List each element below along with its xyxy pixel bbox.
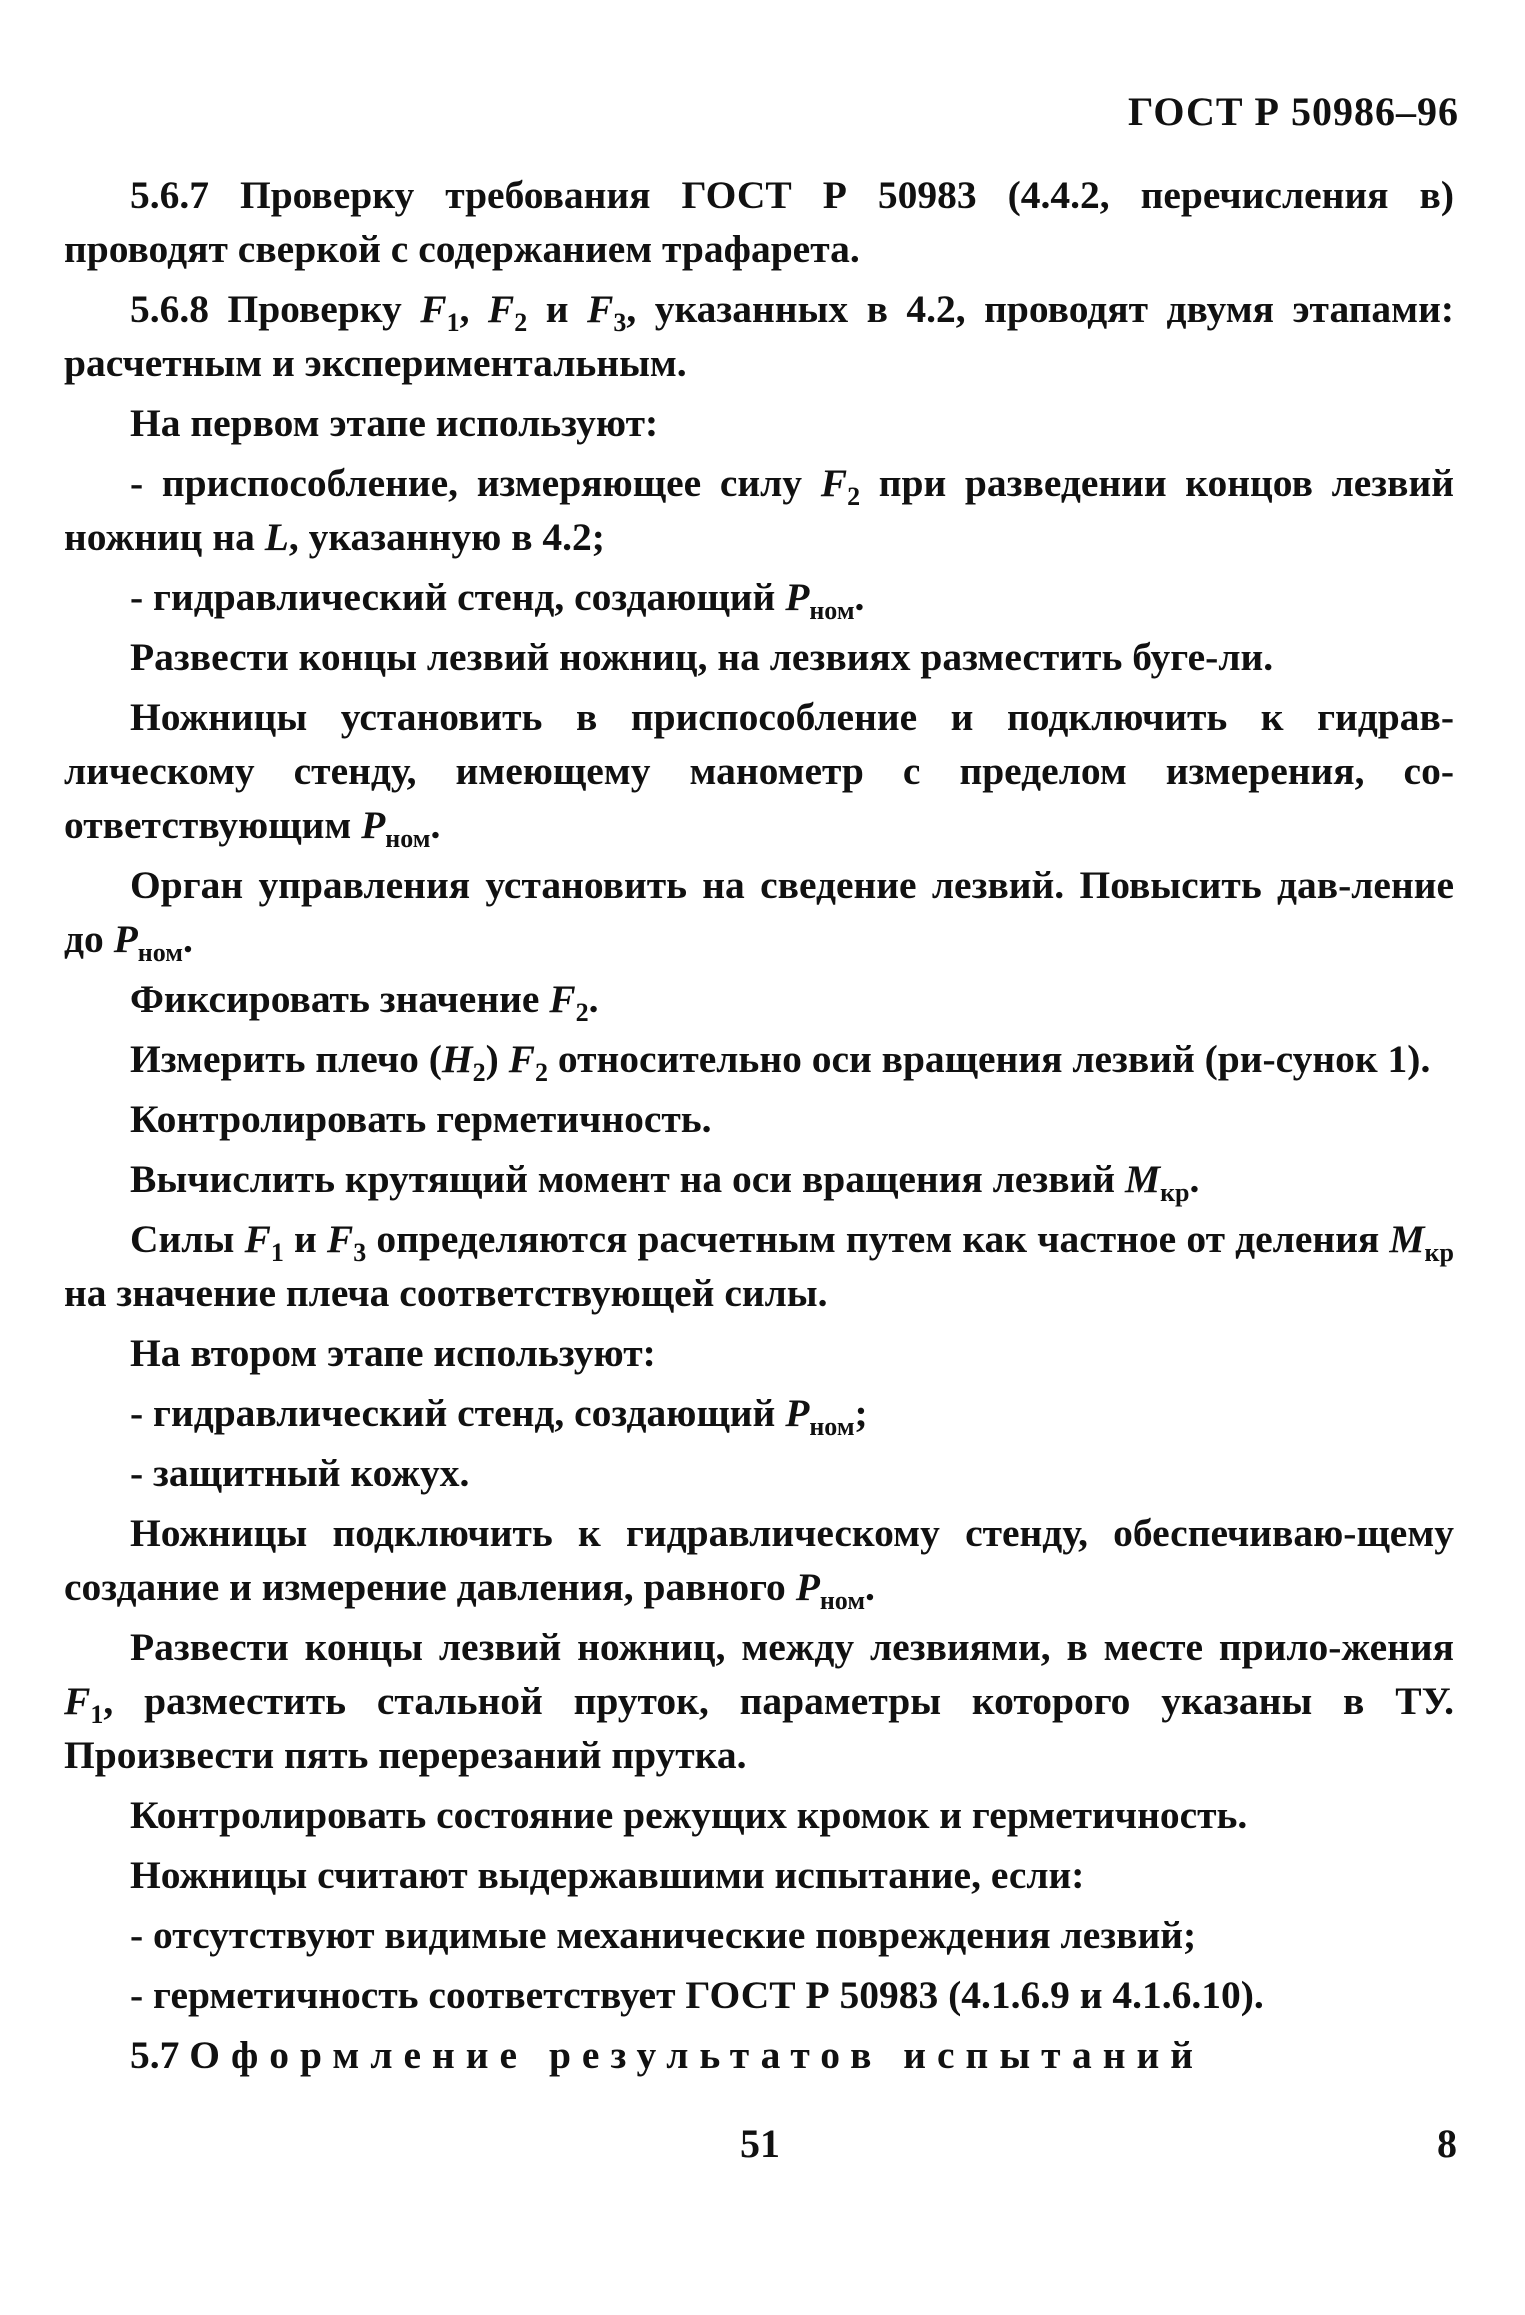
paragraph-measure-arm: Измерить плечо $(H_2)$ $F_2$ относительно оси вращения лезвий (ри-сунок 1). — [130, 1037, 1431, 1088]
list-item-hydraulic-stand: - гидравлический стенд, создающий $P_{ном}$. — [130, 575, 865, 626]
paragraph-control-organ: Орган управления установить на сведение лезвий. Повысить дав-ление до $P_{ном}$. — [64, 863, 1454, 968]
paragraph-connect-stand: Ножницы подключить к гидравлическому стенду, обеспечиваю-щему создание и измерение давления, равного $P_{ном}$. — [64, 1511, 1454, 1616]
page-number: 51 — [740, 2121, 780, 2166]
list-item-protective-cover: - защитный кожух. — [130, 1451, 470, 1495]
paragraph-forces: Силы $F_1$ и $F_3$ определяются расчетным путем как частное от деления $M_{кр}$ на значение плеча соответствующей силы. — [64, 1217, 1454, 1315]
paragraph-install-scissors: Ножницы установить в приспособление и подключить к гидрав-лическому стенду, имеющему манометр с пределом измерения, со-ответствующим $P_{ном}$. — [64, 695, 1454, 854]
paragraph-fix-value: Фиксировать значение $F_2$. — [130, 977, 599, 1028]
paragraph-torque: Вычислить крутящий момент на оси вращения лезвий $M_{кр}$. — [130, 1157, 1200, 1208]
list-item-hydraulic-stand-2: - гидравлический стенд, создающий $P_{ном}$; — [130, 1391, 868, 1442]
sheet-number: 8 — [1437, 2121, 1457, 2166]
paragraph-check-tightness: Контролировать герметичность. — [130, 1097, 712, 1141]
paragraph-5-6-8: 5.6.8 Проверку $F_1$, $F_2$ и $F_3$, указанных в 4.2, проводят двумя этапами: расчетным и экспериментальным. — [64, 287, 1455, 385]
paragraph-check-edges: Контролировать состояние режущих кромок и герметичность. — [130, 1793, 1248, 1837]
paragraph-stage-two: На втором этапе используют: — [130, 1331, 656, 1375]
section-heading-5-7: 5.7 Оформление результатов испытаний — [130, 2033, 1205, 2077]
paragraph-stage-one: На первом этапе используют: — [130, 401, 659, 445]
page-body — [64, 168, 1454, 2088]
list-item-tightness-ok: - герметичность соответствует ГОСТ Р 50983 (4.1.6.9 и 4.1.6.10). — [130, 1973, 1264, 2017]
paragraph-spread-blades: Развести концы лезвий ножниц, на лезвиях разместить буге-ли. — [130, 635, 1274, 679]
list-item-no-damage: - отсутствуют видимые механические повреждения лезвий; — [130, 1913, 1197, 1957]
document-id: ГОСТ Р 50986–96 — [1127, 89, 1459, 134]
paragraph-steel-rod: Развести концы лезвий ножниц, между лезвиями, в месте прило-жения $F_1$, разместить стальной пруток, параметры которого указаны в ТУ. Произвести пять перерезаний прутка. — [64, 1625, 1454, 1777]
paragraph-5-6-7: 5.6.7 Проверку требования ГОСТ Р 50983 (4.4.2, перечисления в) проводят сверкой с содержанием трафарета. — [64, 173, 1454, 271]
list-item-fixture: - приспособление, измеряющее силу $F_2$ при разведении концов лезвий ножниц на L, указанную в 4.2; — [64, 461, 1454, 559]
paragraph-pass-criteria: Ножницы считают выдержавшими испытание, если: — [130, 1853, 1085, 1897]
